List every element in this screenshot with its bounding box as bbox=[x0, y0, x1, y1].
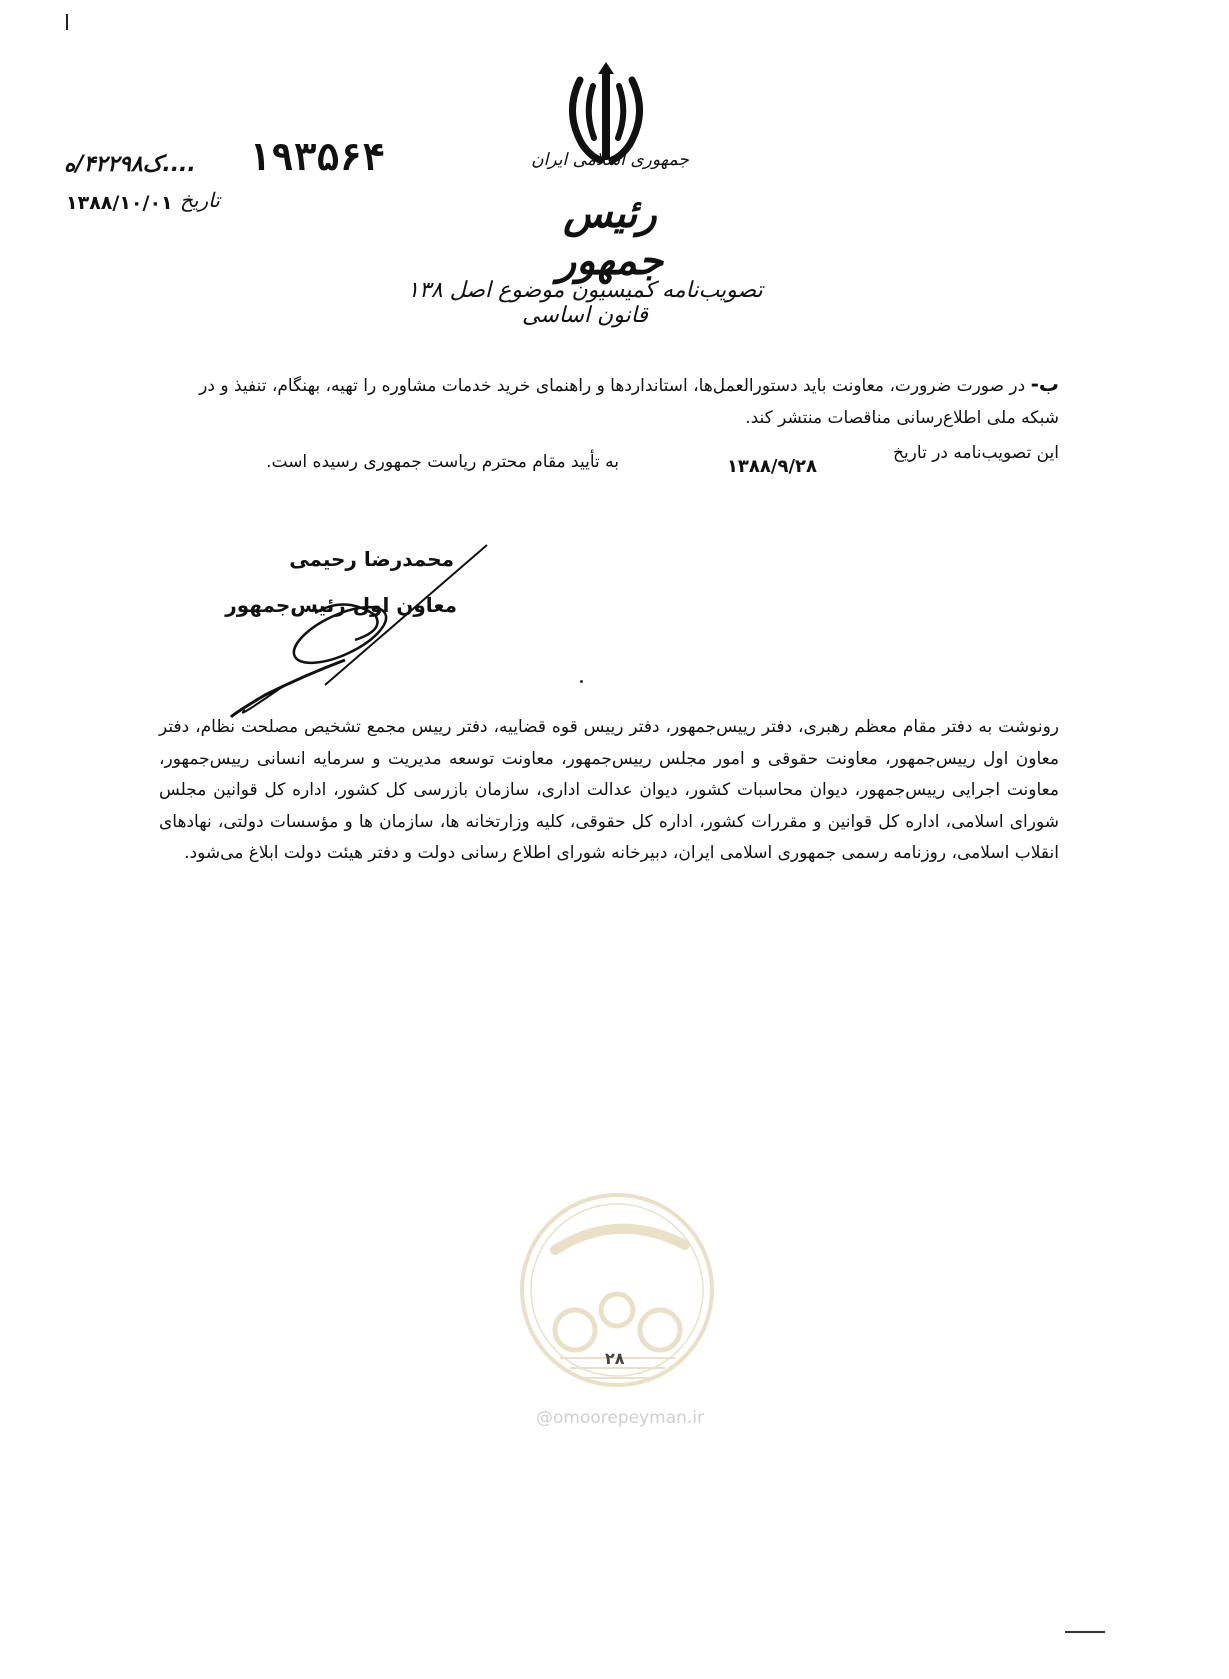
signer-name: محمدرضا رحیمی bbox=[289, 547, 454, 571]
signer-title: معاون اول رئیس‌جمهور bbox=[225, 593, 457, 617]
letter-number-stamp: ۱۹۳۵۶۴ bbox=[248, 135, 386, 179]
scan-corner-mark bbox=[66, 14, 68, 30]
footer-dash bbox=[1065, 1631, 1105, 1633]
date-value: ۱۳۸۸/۱۰/۰۱ bbox=[66, 192, 173, 214]
approval-prefix: این تصویب‌نامه در تاریخ bbox=[892, 443, 1059, 463]
clause-lead: ب- bbox=[1030, 372, 1059, 396]
date-label: تاریخ bbox=[180, 188, 220, 212]
country-name: جمهوری اسلامی ایران bbox=[531, 150, 689, 170]
ink-dot bbox=[580, 680, 583, 683]
document-subject: تصویب‌نامه کمیسیون موضوع اصل ۱۳۸ قانون اساسی bbox=[407, 278, 763, 328]
letter-number: ....ک۴۲۲۹۸/ه bbox=[64, 152, 196, 177]
clause-paragraph bbox=[159, 368, 1059, 434]
cc-paragraph: رونوشت به دفتر مقام معظم رهبری، دفتر رییس‌جمهور، دفتر رییس قوه قضاییه، دفتر رییس مجمع تشخیص مصلحت نظام، دفتر معاون اول رییس‌جمهور، معاونت حقوقی و امور مجلس رییس‌جمهور، معاونت توسعه مدیریت و سرمایه انسانی رییس‌جمهور، معاونت اجرایی رییس‌جمهور، دیوان محاسبات کشور، دیوان عدالت اداری، سازمان بازرسی کل کشور، اداره کل قوانین مجلس شورای اسلامی، اداره کل قوانین و مقررات کشور، اداره کل حقوقی، کلیه وزارتخانه ها، سازمان ها و مؤسسات دولتی، نهادهای انقلاب اسلامی، روزنامه رسمی جمهوری اسلامی ایران، دبیرخانه شورای اطلاع رسانی دولت و دفتر هیئت دولت ابلاغ می‌شود. bbox=[159, 717, 1059, 863]
clause-text: در صورت ضرورت، معاونت باید دستورالعمل‌ها، استانداردها و راهنمای خرید خدمات مشاوره را تهیه، بهنگام، تنفیذ و در شبکه ملی اطلاع‌رسانی مناقصات منتشر کند. bbox=[199, 376, 1059, 428]
office-title: رئیس جمهور bbox=[556, 190, 664, 284]
watermark-website: @omoorepeyman.ir bbox=[535, 1408, 705, 1428]
page-number: ۲۸ bbox=[605, 1349, 625, 1368]
approval-suffix: به تأیید مقام محترم ریاست جمهوری رسیده است. bbox=[266, 452, 619, 472]
approval-date: ۱۳۸۸/۹/۲۸ bbox=[726, 456, 817, 477]
